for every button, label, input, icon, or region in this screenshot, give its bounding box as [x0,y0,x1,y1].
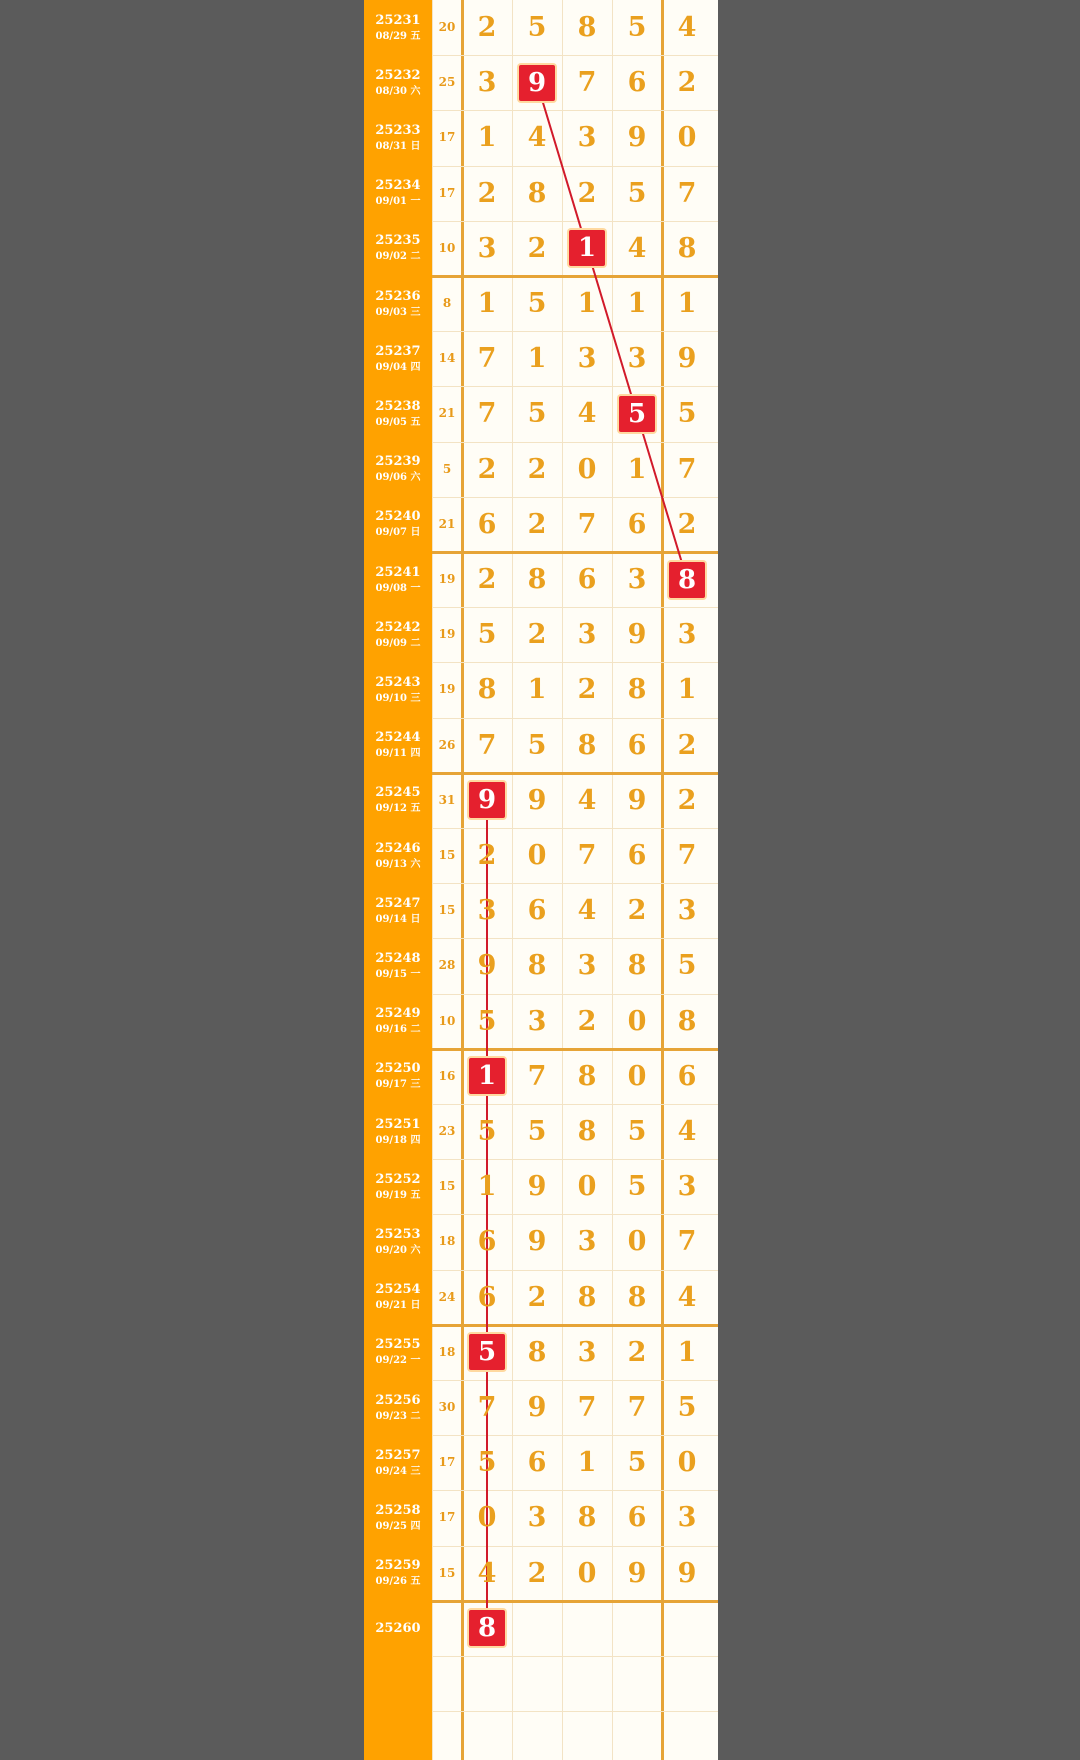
period-number: 25237 [375,343,421,359]
digit-cell: 1 [577,288,597,319]
digit-cell: 6 [627,67,647,99]
period-date: 08/29 五 [375,30,421,42]
highlighted-digit: 1 [469,1058,505,1094]
period-number: 25253 [375,1226,421,1242]
period-number: 25242 [375,619,421,635]
sum-cell: 28 [438,958,456,973]
digit-cell: 4 [477,1557,497,1589]
digit-cell: 9 [627,619,647,651]
digit-cell: 8 [677,1005,697,1037]
period-number: 25232 [375,67,421,83]
digit-cell: 6 [527,1447,547,1479]
digit-cell: 0 [627,1226,647,1258]
digit-cell: 6 [577,564,597,595]
period-date: 09/25 四 [375,1520,421,1532]
period-number: 25255 [375,1337,421,1353]
digit-cell: 5 [527,729,547,761]
period-number: 25260 [375,1620,421,1636]
period-number: 25245 [375,785,421,801]
digit-cell: 8 [527,1336,547,1368]
digit-cell: 5 [627,1116,647,1147]
digit-cell: 2 [527,1557,547,1589]
digit-cell: 3 [577,619,597,651]
digit-cell: 2 [477,12,497,43]
highlighted-digit: 8 [469,1610,505,1646]
sum-cell: 5 [442,461,452,476]
digit-cell: 7 [577,1392,597,1423]
digit-cell: 5 [627,12,647,43]
period-cell [364,662,432,717]
period-number: 25252 [375,1171,421,1187]
digit-cell: 2 [527,1281,547,1313]
digit-cell: 7 [577,67,597,99]
digit-cell: 7 [577,508,597,540]
digit-cell: 1 [527,343,547,375]
highlighted-digit: 1 [569,230,605,266]
digit-cell: 9 [527,784,547,816]
period-cell [364,718,432,773]
digit-cell: 9 [527,1171,547,1203]
digit-cell: 5 [477,1116,497,1147]
digit-cell: 0 [677,122,697,154]
digit-cell: 8 [527,564,547,595]
sum-cell [432,1601,462,1656]
period-number: 25250 [375,1061,421,1077]
period-cell [364,938,432,993]
highlighted-digit: 9 [469,782,505,818]
digit-cell: 9 [627,1557,647,1589]
digit-cell: 0 [527,840,547,871]
digit-cell: 6 [477,1226,497,1258]
digit-cell: 6 [477,1281,497,1313]
period-number: 25231 [375,12,421,28]
sum-cell: 18 [438,1344,456,1359]
highlighted-digit: 5 [469,1334,505,1370]
digit-cell: 8 [577,1116,597,1147]
sum-cell: 17 [438,1510,456,1525]
digit-cell: 2 [577,177,597,209]
digit-cell: 4 [627,232,647,264]
period-date: 08/31 日 [375,140,421,152]
digit-cell: 9 [677,343,697,375]
period-date: 09/09 二 [375,637,421,649]
period-date: 09/12 五 [375,803,421,815]
digit-cell: 1 [627,288,647,319]
period-date: 09/07 日 [375,527,421,539]
period-number: 25235 [375,233,421,249]
digit-cell: 5 [627,177,647,209]
period-number: 25258 [375,1502,421,1518]
digit-cell: 5 [627,1447,647,1479]
digit-cell: 7 [477,1392,497,1423]
digit-cell: 4 [577,895,597,927]
digit-cell: 1 [477,288,497,319]
digit-cell: 7 [677,840,697,871]
period-number: 25244 [375,730,421,746]
period-date: 09/21 日 [375,1300,421,1312]
period-number: 25233 [375,122,421,138]
sum-cell: 24 [438,1289,456,1304]
digit-cell: 6 [627,729,647,761]
digit-cell: 0 [577,1171,597,1203]
digit-cell: 4 [677,1281,697,1313]
digit-cell: 0 [677,1447,697,1479]
digit-cell: 2 [577,674,597,706]
digit-cell: 2 [477,177,497,209]
period-date: 09/19 五 [375,1189,421,1201]
digit-cell: 4 [527,122,547,154]
digit-cell: 3 [577,1336,597,1368]
digit-cell: 1 [627,453,647,485]
period-cell [364,110,432,165]
digit-cell: 4 [577,398,597,430]
sum-cell: 21 [438,516,456,531]
period-cell [364,1049,432,1104]
digit-cell: 3 [577,950,597,982]
digit-cell: 2 [627,895,647,927]
period-number: 25234 [375,178,421,194]
period-date: 09/24 三 [375,1465,421,1477]
period-cell [364,773,432,828]
period-date: 09/23 二 [375,1410,421,1422]
digit-cell: 5 [527,1116,547,1147]
digit-cell: 8 [627,950,647,982]
digit-cell: 2 [477,564,497,595]
digit-cell: 5 [477,619,497,651]
digit-cell: 3 [477,232,497,264]
period-cell [364,55,432,110]
digit-cell: 8 [577,1502,597,1534]
digit-cell: 2 [677,508,697,540]
sum-cell: 15 [438,903,456,918]
period-cell [364,1159,432,1214]
digit-cell: 8 [527,950,547,982]
digit-cell: 8 [577,12,597,43]
period-cell [364,442,432,497]
period-cell [364,1380,432,1435]
period-cell [364,1214,432,1269]
digit-cell: 9 [527,1226,547,1258]
digit-cell: 0 [577,453,597,485]
period-number: 25256 [375,1392,421,1408]
digit-cell: 7 [677,453,697,485]
period-number: 25246 [375,840,421,856]
period-number: 25257 [375,1447,421,1463]
period-date: 09/03 三 [375,306,421,318]
digit-cell: 7 [677,177,697,209]
digit-cell: 1 [527,674,547,706]
digit-cell: 0 [627,1060,647,1092]
digit-cell: 7 [477,729,497,761]
sum-cell: 18 [438,1234,456,1249]
period-cell [364,828,432,883]
digit-cell: 2 [477,840,497,871]
period-date: 09/11 四 [375,748,421,760]
period-number: 25240 [375,509,421,525]
digit-cell: 7 [677,1226,697,1258]
sum-cell: 16 [438,1068,456,1083]
digit-cell: 2 [677,67,697,99]
period-cell [364,1435,432,1490]
sum-cell: 19 [438,572,456,586]
digit-cell: 7 [527,1060,547,1092]
digit-cell: 6 [477,508,497,540]
highlighted-digit: 8 [669,562,705,598]
highlighted-digit: 9 [519,65,555,101]
digit-cell: 6 [627,508,647,540]
sum-cell: 10 [438,1013,456,1028]
period-date: 09/16 二 [375,1024,421,1036]
sum-cell: 19 [438,627,456,642]
period-number: 25236 [375,288,421,304]
period-number: 25249 [375,1006,421,1022]
period-cell [364,221,432,276]
digit-cell: 3 [677,619,697,651]
sum-cell: 21 [438,406,456,421]
period-date: 09/26 五 [375,1576,421,1588]
period-cell [364,1490,432,1545]
period-date: 09/15 一 [375,968,421,980]
digit-cell: 8 [627,674,647,706]
period-cell [364,166,432,221]
period-cell [364,386,432,441]
sum-cell: 15 [438,848,456,862]
digit-cell: 2 [527,508,547,540]
period-date: 09/02 二 [375,251,421,263]
digit-cell: 3 [677,1171,697,1203]
sum-cell: 19 [438,682,456,697]
period-cell [364,1601,432,1656]
digit-cell: 2 [577,1005,597,1037]
period-number: 25241 [375,564,421,580]
digit-cell: 3 [677,1502,697,1534]
trend-board [364,0,718,1760]
digit-cell: 8 [577,729,597,761]
digit-cell: 7 [577,840,597,871]
digit-cell: 2 [677,784,697,816]
digit-cell: 5 [477,1005,497,1037]
digit-cell: 2 [527,619,547,651]
digit-cell: 0 [627,1005,647,1037]
sum-cell: 10 [438,240,456,255]
digit-cell: 4 [577,784,597,816]
period-date: 09/10 三 [375,692,421,704]
period-number: 25247 [375,895,421,911]
digit-cell: 3 [577,343,597,375]
digit-cell: 5 [527,12,547,43]
digit-cell: 8 [577,1281,597,1313]
digit-cell: 2 [627,1336,647,1368]
period-date: 09/17 三 [375,1079,421,1091]
digit-cell: 6 [527,895,547,927]
digit-cell: 5 [677,1392,697,1423]
digit-cell: 5 [677,398,697,430]
digit-cell: 7 [477,398,497,430]
period-date: 09/18 四 [375,1134,421,1146]
digit-cell: 2 [677,729,697,761]
digit-cell: 9 [527,1392,547,1423]
period-cell [364,607,432,662]
digit-cell: 1 [677,288,697,319]
sum-cell: 23 [438,1124,456,1138]
sum-cell: 26 [438,737,456,752]
period-number: 25251 [375,1116,421,1132]
period-date: 09/13 六 [375,858,421,870]
digit-cell: 7 [627,1392,647,1423]
digit-cell: 6 [627,840,647,871]
digit-cell: 9 [627,122,647,154]
sum-cell: 17 [438,185,456,200]
period-cell [364,497,432,552]
digit-cell: 8 [527,177,547,209]
digit-cell: 8 [577,1060,597,1092]
digit-cell: 9 [677,1557,697,1589]
digit-cell: 3 [627,564,647,595]
highlighted-digit: 5 [619,396,655,432]
digit-cell: 3 [577,1226,597,1258]
sum-cell: 15 [438,1179,456,1194]
digit-cell: 4 [677,12,697,43]
digit-cell: 1 [577,1447,597,1479]
digit-cell: 2 [527,453,547,485]
period-cell [364,994,432,1049]
sum-cell: 30 [438,1400,456,1414]
period-cell [364,552,432,607]
period-number: 25243 [375,674,421,690]
period-date: 09/08 一 [375,582,421,594]
digit-cell: 1 [677,1336,697,1368]
sum-cell: 8 [442,296,452,310]
sum-cell: 31 [438,792,456,807]
period-date: 08/30 六 [375,85,421,97]
digit-cell: 1 [477,1171,497,1203]
digit-cell: 3 [477,67,497,99]
digit-cell: 1 [677,674,697,706]
digit-cell: 0 [577,1557,597,1589]
period-cell [364,1270,432,1325]
period-date: 09/04 四 [375,361,421,373]
digit-cell: 9 [477,950,497,982]
digit-cell: 3 [677,895,697,927]
period-date: 09/01 一 [375,196,421,208]
digit-cell: 4 [677,1116,697,1147]
digit-cell: 8 [627,1281,647,1313]
digit-cell: 7 [477,343,497,375]
period-date: 09/05 五 [375,416,421,428]
digit-cell: 3 [477,895,497,927]
digit-cell: 3 [527,1502,547,1534]
period-number: 25259 [375,1558,421,1574]
period-date: 09/20 六 [375,1244,421,1256]
digit-cell: 0 [477,1502,497,1534]
digit-cell: 5 [527,398,547,430]
digit-cell: 5 [477,1447,497,1479]
period-cell [364,1104,432,1159]
digit-cell: 3 [627,343,647,375]
period-number: 25238 [375,398,421,414]
sum-cell: 20 [438,20,456,34]
period-number: 25248 [375,950,421,966]
digit-cell: 8 [477,674,497,706]
period-cell [364,0,432,55]
digit-cell: 3 [577,122,597,154]
sum-cell: 17 [438,130,456,145]
digit-cell: 8 [677,232,697,264]
sum-cell: 17 [438,1455,456,1470]
sum-cell: 15 [438,1565,456,1580]
period-cell [364,883,432,938]
digit-cell: 6 [627,1502,647,1534]
digit-cell: 2 [527,232,547,264]
period-date: 09/06 六 [375,472,421,484]
period-cell [364,1325,432,1380]
digit-cell: 6 [677,1060,697,1092]
period-date: 09/22 一 [375,1355,421,1367]
digit-cell: 1 [477,122,497,154]
digit-cell: 2 [477,453,497,485]
digit-cell: 3 [527,1005,547,1037]
period-date: 09/14 日 [375,913,421,925]
digit-cell: 5 [527,288,547,319]
period-cell [364,276,432,331]
period-number: 25254 [375,1282,421,1298]
digit-cell: 5 [627,1171,647,1203]
digit-cell: 5 [677,950,697,982]
digit-cell: 9 [627,784,647,816]
period-number: 25239 [375,454,421,470]
period-cell [364,331,432,386]
sum-cell: 14 [438,351,456,366]
period-cell [364,1546,432,1601]
sum-cell: 25 [438,75,456,90]
